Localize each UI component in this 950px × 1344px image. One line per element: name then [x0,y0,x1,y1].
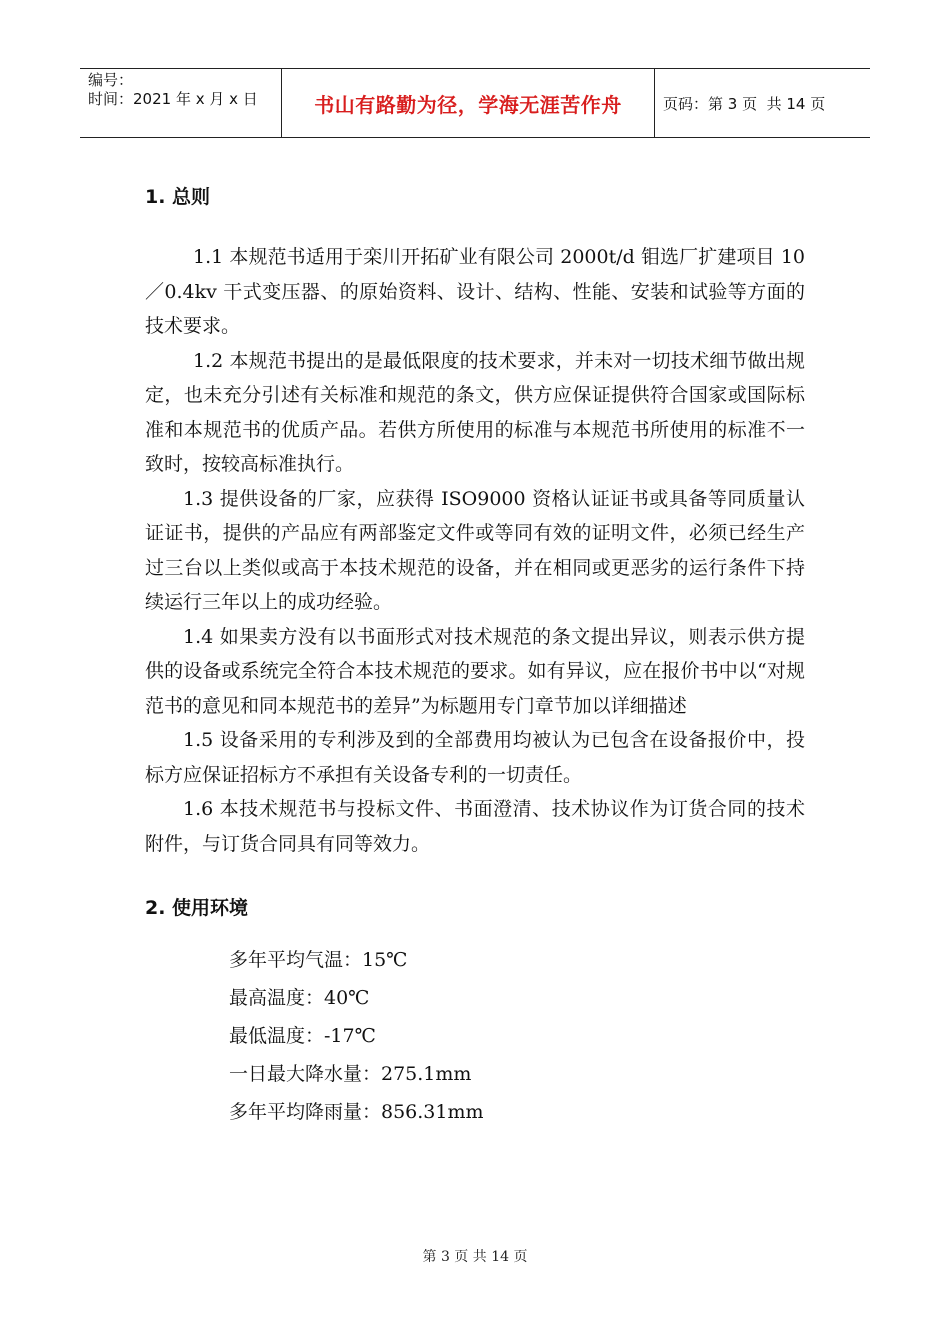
list-item: 最高温度：40℃ [229,987,370,1009]
section-1-paragraph-6: 1.6 本技术规范书与投标文件、书面澄清、技术协议作为订货合同的技术附件，与订货合同具有同等效力。 [145,798,805,855]
document-number-label: 编号： [88,71,134,89]
section-1-title: 1. 总则 [145,186,211,208]
header-page-info: 页码：第 3 页 共 14 页 [663,94,826,113]
section-1-paragraph-3: 1.3 提供设备的厂家，应获得 ISO9000 资格认证证书或具备等同质量认证证书，提供的产品应有两部鉴定文件或等同有效的证明文件，必须已经生产过三台以上类似或高于本技术规范的设备，并在相同或更恶劣的运行条件下持续运行三年以上的成功经验。 [145,487,805,613]
document-body [145,180,805,1131]
section-1-paragraph-4: 1.4 如果卖方没有以书面形式对技术规范的条文提出异议，则表示供方提供的设备或系统完全符合本技术规范的要求。如有异议，应在报价书中以“对规范书的意见和同本规范书的差异”为标题用专门章节加以详细描述 [145,625,805,717]
list-item: 最低温度：-17℃ [229,1025,376,1047]
section-2-title: 2. 使用环境 [145,897,249,919]
document-time-label: 时间：2021 年 x 月 x 日 [88,90,258,108]
list-item: 多年平均气温：15℃ [229,949,408,971]
page-footer: 第 3 页 共 14 页 [422,1249,528,1265]
list-item: 一日最大降水量：275.1mm [229,1063,472,1085]
section-1-paragraph-1: 1.1 本规范书适用于栾川开拓矿业有限公司 2000t/d 钼选厂扩建项目 10／0.4kv 干式变压器、的原始资料、设计、结构、性能、安装和试验等方面的技术要求。 [145,246,805,337]
page-header [80,68,870,138]
environment-list [145,941,805,1131]
header-motto-cell [282,69,655,137]
section-1-paragraph-2: 1.2 本规范书提出的是最低限度的技术要求，并未对一切技术细节做出规定，也未充分引述有关标准和规范的条文，供方应保证提供符合国家或国际标准和本规范书的优质产品。若供方所使用的标准与本规范书所使用的标准不一致时，按较高标准执行。 [145,349,805,475]
section-1-paragraph-5: 1.5 设备采用的专利涉及到的全部费用均被认为已包含在设备报价中，投标方应保证招标方不承担有关设备专利的一切责任。 [145,729,805,786]
header-meta [80,69,282,137]
header-motto: 书山有路勤为径，学海无涯苦作舟 [314,92,622,117]
list-item: 多年平均降雨量：856.31mm [229,1101,484,1123]
header-page-info-cell [655,69,870,137]
